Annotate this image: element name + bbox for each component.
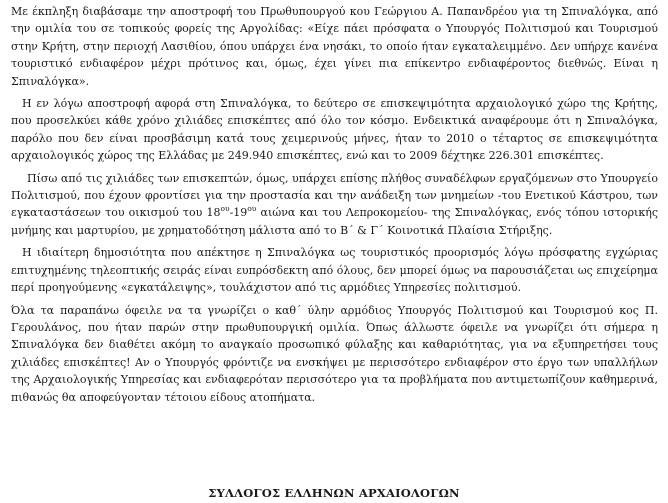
century-superscript-1: ου [220,204,230,214]
signature: ΣΥΛΛΟΓΟΣ ΕΛΛΗΝΩΝ ΑΡΧΑΙΟΛΟΓΩΝ [208,486,460,500]
paragraph-5: Όλα τα παραπάνω όφειλε να τα γνωρίζει ο καθ΄ ύλην αρμόδιος Υπουργός Πολιτισμού και Τουρισμού κος Π. Γερουλάνος, που ήταν παρών στην πρωθυπουργική ομιλία. Όπως άλλωστε όφειλε να γνωρίζει ότι σήμερα η Σπιναλόγκα δεν διαθέτει ακόμη το αναγκαίο προσωπικό φύλαξης και καθαριότητας, για να εξυπηρετήσει τους χιλιάδες επισκέπτες! Αν ο Υπουργός φρόντιζε να ενσκήψει με περισσότερο ενδιαφέρον στο έργο των υπαλλήλων της Αρχαιολογικής Υπηρεσίας και ενδιαφερόταν περισσότερο για τα προβλήματα που αντιμετωπίζουν καθημερινά, πιθανώς θα αποφεύγονταν τέτοιου είδους ατοπήματα. [11,303,658,404]
paragraph-3 [11,170,658,240]
paragraph-4: Η ιδιαίτερη δημοσιότητα που απέκτησε η Σπιναλόγκα ως τουριστικός προορισμός λόγω πρόσφατης εγχώριας επιτυχημένης τηλεοπτικής σειράς είναι ευπρόσδεκτη από όλους, δεν μπορεί όμως να παρουσιάζεται ως επιχείρημα περί προηγούμενης «εγκατάλειψης», τουλάχιστον από τις αρμόδιες Υπηρεσίες πολιτισμού. [11,246,658,295]
century-superscript-2: ου [247,204,257,214]
paragraph-2: Η εν λόγω αποστροφή αφορά στη Σπιναλόγκα, το δεύτερο σε επισκεψιμότητα αρχαιολογικό χώρο της Κρήτης, που προσελκύει κάθε χρόνο χιλιάδες επισκέπτες από όλο τον κόσμο. Ενδεικτικά αναφέρουμε ότι η Σπιναλόγκα, παρόλο που δεν είναι προσβάσιμη κατά τους χειμερινούς μήνες, ήταν το 2010 ο τέταρτος σε επισκεψιμότητα αρχαιολογικός χώρος της Ελλάδας με 249.940 επισκέπτες, ενώ και το 2009 δέχτηκε 226.301 επισκέπτες. [11,97,658,163]
paragraph-3-text-after: αιώνα και του Λεπροκομείου- της Σπιναλόγκας, ενός τόπου ιστορικής μνήμης και μαρτυρίου, με χρηματοδότηση μάλιστα από το Β΄ & Γ΄ Κοινοτικά Πλαίσια Στήριξης. [11,206,658,237]
paragraph-3-text-before: Πίσω από τις χιλιάδες των επισκεπτών, όμως, υπάρχει επίσης πλήθος συναδέλφων εργαζόμενων στο Υπουργείο Πολιτισμού, που έχουν φροντίσει για την προστασία και την ανάδειξη των μνημείων -του Ενετικού Κάστρου, των εγκαταστάσεων του οικισμού του 18 [11,171,658,220]
paragraph-3-text-middle: -19 [229,206,248,220]
paragraph-1: Με έκπληξη διαβάσαμε την αποστροφή του Πρωθυπουργού κου Γεώργιου Α. Παπανδρέου για τη Σπιναλόγκα, από την ομιλία του σε τοπικούς φορείς της Αργολίδας: «Είχε πάει πρόσφατα ο Υπουργός Πολιτισμού και Τουρισμού στην Κρήτη, στην περιοχή Λασιθίου, όπου υπάρχει ένα νησάκι, το οποίο ήταν εγκαταλειμμένο. Δεν υπήρχε κανένα τουριστικό ενδιαφέρον μέχρι πρότινος και, όμως, έχει γίνει πια επίκεντρο ενδιαφέροντος διεθνώς. Είναι η Σπιναλόγκα». [11,5,658,88]
